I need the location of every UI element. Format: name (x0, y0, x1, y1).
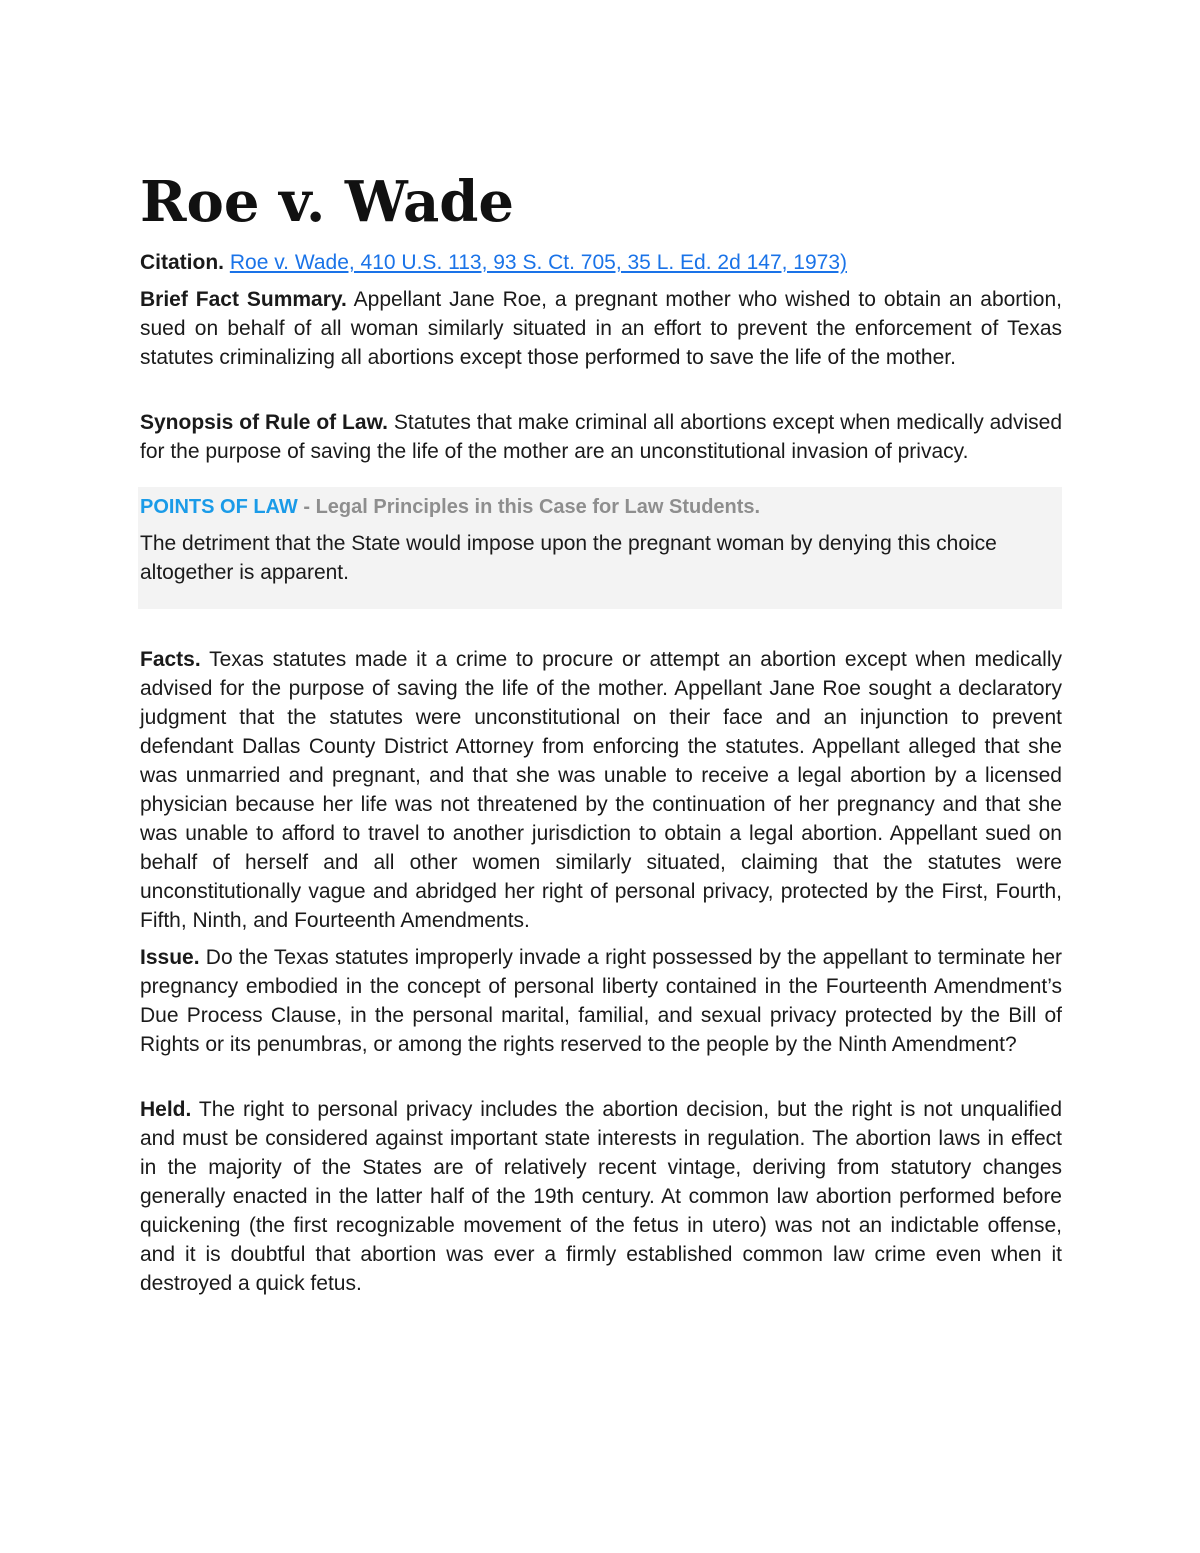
facts-paragraph (140, 645, 1062, 935)
brief-fact-summary-label: Brief Fact Summary. (140, 288, 347, 311)
brief-fact-summary-paragraph (140, 285, 1062, 372)
held-text: The right to personal privacy includes the abortion decision, but the right is not unqualified and must be considered against important state interests in regulation. The abortion laws in effect in the majority of the States are of relatively recent vintage, deriving from statutory changes generally enacted in the latter half of the 19th century. At common law abortion performed before quickening (the first recognizable movement of the fetus in utero) was not an indictable offense, and it is doubtful that abortion was ever a firmly established common law crime even when it destroyed a quick fetus. (140, 1098, 1062, 1295)
points-of-law-text: The detriment that the State would impose upon the pregnant woman by denying this choice altogether is apparent. (140, 532, 997, 584)
citation-label: Citation. (140, 251, 224, 274)
spacer (140, 609, 1062, 645)
facts-text: Texas statutes made it a crime to procure or attempt an abortion except when medically advised for the purpose of saving the life of the mother. Appellant Jane Roe sought a declaratory judgment that the statutes were unconstitutional on their face and an injunction to prevent defendant Dallas County District Attorney from enforcing the statutes. Appellant alleged that she was unmarried and pregnant, and that she was unable to receive a legal abortion by a licensed physician because her life was not threatened by the continuation of her pregnancy and that she was unable to afford to travel to another jurisdiction to obtain a legal abortion. Appellant sued on behalf of herself and all other women similarly situated, claiming that the statutes were unconstitutionally vague and abridged her right of personal privacy, protected by the First, Fourth, Fifth, Ninth, and Fourteenth Amendments. (140, 648, 1062, 932)
page-title: Roe v. Wade (140, 169, 515, 235)
held-label: Held. (140, 1098, 192, 1121)
citation-paragraph (140, 248, 1062, 277)
synopsis-label: Synopsis of Rule of Law. (140, 411, 388, 434)
issue-text: Do the Texas statutes improperly invade a right possessed by the appellant to terminate her pregnancy embodied in the concept of personal liberty contained in the Fourteenth Amendment’s Due Process Clause, in the personal marital, familial, and sexual privacy protected by the Bill of Rights or its penumbras, or among the rights reserved to the people by the Ninth Amendment? (140, 946, 1063, 1056)
spacer (140, 935, 1062, 943)
spacer (140, 277, 1062, 285)
spacer (140, 372, 1062, 408)
synopsis-paragraph (140, 408, 1062, 466)
synopsis-text: Statutes that make criminal all abortions except when medically advised for the purpose of saving the life of the mother are an unconstitutional invasion of privacy. (140, 411, 1062, 463)
points-of-law-subtitle: Legal Principles in this Case for Law Students. (315, 496, 761, 518)
spacer (140, 466, 1062, 487)
document-page (140, 160, 1062, 1298)
points-of-law-heading (140, 493, 1062, 521)
issue-paragraph (140, 943, 1062, 1059)
issue-label: Issue. (140, 946, 200, 969)
citation-link[interactable]: Roe v. Wade, 410 U.S. 113, 93 S. Ct. 705, 35 L. Ed. 2d 147, 1973) (229, 251, 848, 274)
points-of-law-separator: - (297, 496, 316, 518)
spacer (140, 1059, 1062, 1095)
held-paragraph (140, 1095, 1062, 1298)
facts-label: Facts. (140, 648, 201, 671)
brief-fact-summary-text: Appellant Jane Roe, a pregnant mother who wished to obtain an abortion, sued on behalf of all woman similarly situated in an effort to prevent the enforcement of Texas statutes criminalizing all abortions except those performed to save the life of the mother. (140, 288, 1062, 369)
points-of-law-box (138, 487, 1062, 609)
points-of-law-title: POINTS OF LAW (140, 496, 298, 518)
